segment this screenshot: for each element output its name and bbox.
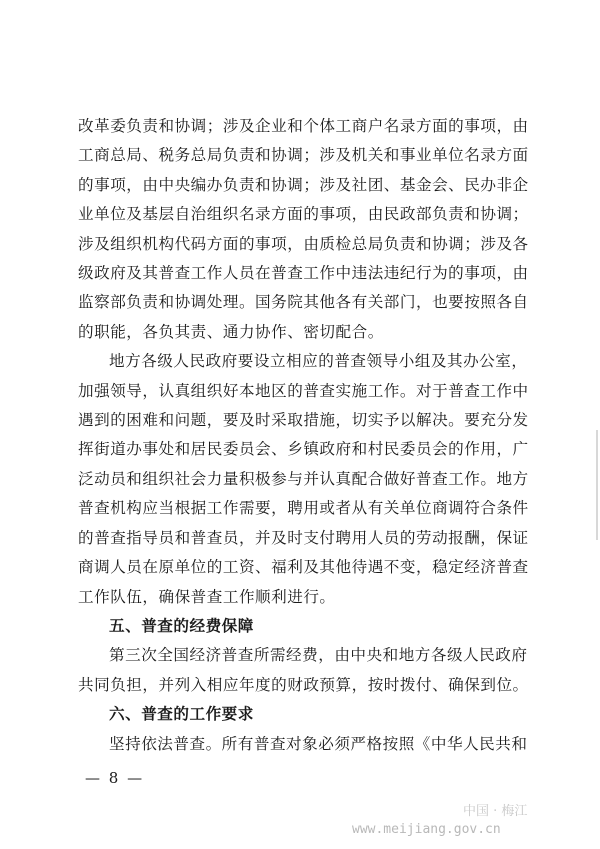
text-line: 涉及组织机构代码方面的事项，由质检总局负责和协调；涉及各 [78,234,529,253]
paragraph-requirements [78,730,530,759]
text-line: 级政府及其普查工作人员在普查工作中违法违纪行为的事项，由 [78,264,529,283]
text-line: 改革委负责和协调；涉及企业和个体工商户名录方面的事项，由 [78,117,529,135]
text-line: 地方各级人民政府要设立相应的普查领导小组及其办公室， [109,352,528,371]
text-line: 工作队伍，确保普查工作顺利进行。 [78,587,336,606]
document-body [78,112,530,759]
text-line: 商调人员在原单位的工资、福利及其他待遇不变，稳定经济普查 [78,558,529,577]
text-line: 坚持依法普查。所有普查对象必须严格按照《中华人民共和 [109,734,528,753]
watermark-site-name: 中国 · 梅江 [463,804,528,819]
text-line: 遇到的困难和问题，要及时采取措施，切实予以解决。要充分发 [78,411,529,430]
text-line: 加强领导，认真组织好本地区的普查实施工作。对于普查工作中 [78,381,529,400]
section-heading-requirements: 六、普查的工作要求 [109,705,254,724]
scan-edge-mark [596,430,598,540]
text-line: 挥街道办事处和居民委员会、乡镇政府和村民委员会的作用，广 [78,440,529,459]
text-line: 的职能，各负其责、通力协作、密切配合。 [78,322,384,341]
text-line: 监察部负责和协调处理。国务院其他各有关部门，也要按照各自 [78,293,529,312]
text-line: 普查机构应当根据工作需要，聘用或者从有关单位商调符合条件 [78,499,529,518]
text-line: 泛动员和组织社会力量积极参与并认真配合做好普查工作。地方 [78,469,529,488]
page-number: — 8 — [85,769,145,787]
text-line: 第三次全国经济普查所需经费，由中央和地方各级人民政府 [109,646,528,665]
watermark-url: www.meijiang.gov.cn [352,822,501,837]
text-line: 的普查指导员和普查员，并及时支付聘用人员的劳动报酬，保证 [78,528,529,547]
paragraph-local-government [78,347,530,612]
text-line: 业单位及基层自治组织名录方面的事项，由民政部负责和协调； [78,205,529,224]
paragraph-responsibilities [78,112,530,347]
text-line: 工商总局、税务总局负责和协调；涉及机关和事业单位名录方面 [78,146,529,165]
section-heading-funding: 五、普查的经费保障 [109,616,254,635]
paragraph-funding [78,641,530,700]
text-line: 共同负担，并列入相应年度的财政预算，按时拨付、确保到位。 [78,675,529,694]
text-line: 的事项，由中央编办负责和协调；涉及社团、基金会、民办非企 [78,175,529,194]
